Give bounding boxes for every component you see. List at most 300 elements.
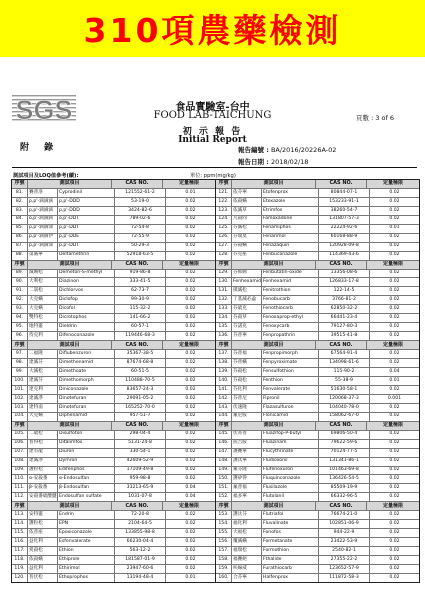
pesticide-name-zh: 芬滅松 <box>231 225 261 233</box>
pesticide-name-en: Fenbuconazole <box>261 252 318 260</box>
cas-number: 79622-59-6 <box>318 440 369 448</box>
loq-value: 0.02 <box>165 511 215 519</box>
table-row <box>216 466 419 475</box>
pesticide-name-zh: 大克螨 <box>27 413 57 421</box>
loq-value: 0.01 <box>165 574 215 582</box>
cas-number: 53-19-0 <box>114 198 165 206</box>
report-type-en: Initial Report <box>178 135 247 145</box>
pesticide-name-en: Formetanate <box>261 538 318 546</box>
loq-value: 0.02 <box>165 305 215 313</box>
table-row <box>216 197 419 206</box>
row-number: 119. <box>14 565 25 571</box>
cas-number: 330-54-1 <box>114 449 165 457</box>
pesticide-name-zh: 依殺螨 <box>27 556 57 564</box>
loq-value: 0.02 <box>369 386 419 394</box>
cas-number: 101463-69-8 <box>318 467 369 475</box>
loq-value: 0.02 <box>165 278 215 286</box>
row-number: 145. <box>218 431 229 437</box>
pesticide-name-zh: 芬普福 <box>231 350 261 358</box>
row-number: 122. <box>218 198 229 204</box>
pesticide-name-zh: 達特南 <box>27 404 57 412</box>
cas-number: 126833-17-8 <box>318 278 369 286</box>
row-number: 110. <box>14 476 25 482</box>
cas-number: 29091-05-2 <box>114 395 165 403</box>
pesticide-name-zh: 芬克座 <box>231 252 261 260</box>
pesticide-name-zh: 護粒松 <box>27 520 57 528</box>
table-row <box>216 322 419 331</box>
loq-value: 0.02 <box>369 278 419 286</box>
pesticide-name-en: EPN <box>57 520 114 528</box>
loq-value: 0.02 <box>165 556 215 564</box>
row-number: 120. <box>14 574 25 580</box>
row-number: 84. <box>15 216 24 222</box>
loq-value: 0.02 <box>369 520 419 528</box>
row-number: 150. <box>218 476 229 482</box>
table-row <box>216 304 419 313</box>
cas-number: 165252-70-0 <box>114 404 165 412</box>
header-cas: CAS NO. <box>111 422 162 430</box>
loq-value: 0.02 <box>165 475 215 483</box>
row-number: 98. <box>15 359 24 365</box>
cas-number: 114369-43-6 <box>318 252 369 260</box>
table-unit: 單位: ppm(mg/kg) <box>190 173 236 179</box>
report-date <box>238 157 308 166</box>
pesticide-name-en: Fenoxycarb <box>261 323 318 331</box>
cas-number: 3424-82-6 <box>114 207 165 215</box>
table-row <box>12 492 215 501</box>
loq-value: 0.02 <box>165 225 215 233</box>
pesticide-name-zh: 大滅松 <box>27 368 57 376</box>
row-number: 157. <box>218 547 229 553</box>
table-row <box>12 439 215 448</box>
pesticide-name-zh: 氟普福 <box>231 484 261 492</box>
cas-number: 52918-63-5 <box>114 252 165 260</box>
table-row <box>216 457 419 466</box>
pesticide-name-en: Flutolanil <box>261 493 318 501</box>
pesticide-name-en: Fthalide <box>261 556 318 564</box>
pesticide-name-en: Dymron <box>57 458 114 466</box>
annex-label: 附 錄 <box>20 143 60 153</box>
cas-number: 141-66-2 <box>114 314 165 322</box>
table-right-half <box>215 180 419 582</box>
lab-name-zh: 食品實驗室-台中 <box>175 102 250 113</box>
pesticide-name-en: Fenpropathrin <box>261 332 318 340</box>
row-number: 107. <box>14 449 25 455</box>
pesticide-name-zh: 氟尼胺 <box>231 413 261 421</box>
loq-value: 0.02 <box>165 350 215 358</box>
row-number: 99. <box>15 368 24 374</box>
loq-value: 0.02 <box>165 449 215 457</box>
pesticide-name-en: p,p'-DDT <box>57 243 114 251</box>
pesticide-name-en: Fenoxaprop-ethyl <box>261 314 318 322</box>
cas-number: 131807-57-3 <box>318 216 369 224</box>
report-number <box>238 145 336 154</box>
row-number: 121. <box>218 189 229 195</box>
header-cas: CAS NO. <box>111 341 162 349</box>
pesticide-name-en: Dicrotophos <box>57 314 114 322</box>
header-no: 序號 <box>14 261 25 268</box>
loq-value: 0.02 <box>165 314 215 322</box>
pesticide-name-en: Dimethoate <box>57 368 114 376</box>
loq-value: 0.02 <box>369 467 419 475</box>
loq-value: 0.02 <box>165 234 215 242</box>
pesticide-name-zh: 丁基滅必蝨 <box>231 296 261 304</box>
loq-value: 0.02 <box>165 404 215 412</box>
cas-number: 85509-19-9 <box>318 484 369 492</box>
pesticide-name-en: α-Endosulfan <box>57 475 114 483</box>
cas-number: 119446-68-3 <box>114 332 165 340</box>
pesticide-name-zh: 撲滅松 <box>231 287 261 295</box>
table-row <box>12 385 215 394</box>
pesticide-name-zh: p,p'-滴滴滴 <box>27 198 57 206</box>
loq-value: 0.02 <box>369 323 419 331</box>
pesticide-name-zh: 依滅草 <box>231 207 261 215</box>
header-item: 測試項目 <box>231 261 315 269</box>
pesticide-name-en: Furathiocarb <box>261 565 318 573</box>
pesticide-name-zh: 依芬寧 <box>231 189 261 197</box>
pesticide-name-en: Flucythrinate <box>261 449 318 457</box>
pesticide-name-zh: 二福隆 <box>27 350 57 358</box>
pesticide-name-zh: 福賽絕 <box>231 556 261 564</box>
table-row <box>216 358 419 367</box>
loq-value: 0.02 <box>369 350 419 358</box>
pesticide-name-zh: p,p'-滴滴滴 <box>27 207 57 215</box>
pesticide-name-en: Ethiprole <box>57 556 114 564</box>
header-item: 測試項目 <box>231 422 315 430</box>
loq-value: 0.02 <box>369 198 419 206</box>
table-row <box>12 224 215 233</box>
header-loq: 定量極限 <box>162 341 215 349</box>
pesticide-table <box>11 179 420 583</box>
loq-value: 0.02 <box>165 207 215 215</box>
cas-number: 17109-49-8 <box>114 467 165 475</box>
pesticide-name-en: Flutriafol <box>261 511 318 519</box>
cas-number: 60-51-5 <box>114 368 165 376</box>
table-row <box>12 286 215 295</box>
cas-number: 115-90-2 <box>318 368 369 376</box>
row-number: 137. <box>218 350 229 356</box>
header-item: 測試項目 <box>231 502 315 510</box>
loq-value: 0.02 <box>369 270 419 278</box>
loq-value: 0.02 <box>165 529 215 537</box>
pesticide-name-zh: 氟芬隆 <box>231 467 261 475</box>
cas-number: 563-12-2 <box>114 547 165 555</box>
loq-value: 0.02 <box>165 431 215 439</box>
table-row <box>12 376 215 385</box>
header-cas: CAS NO. <box>315 422 366 430</box>
banner-title: 310項農藥檢測 <box>83 11 342 50</box>
header-cas: CAS NO. <box>111 180 162 188</box>
table-row <box>216 215 419 224</box>
loq-value: 0.02 <box>369 556 419 564</box>
pesticide-name-en: Diflubenzuron <box>57 350 114 358</box>
pesticide-name-en: Fenhexamid <box>261 278 318 286</box>
loq-value: 0.01 <box>165 189 215 197</box>
table-header-row <box>216 421 419 430</box>
table-row <box>216 277 419 286</box>
header-no: 序號 <box>14 341 25 348</box>
header-item: 測試項目 <box>231 180 315 188</box>
cas-number: 158062-67-0 <box>318 413 369 421</box>
cas-number: 13194-48-4 <box>114 574 165 582</box>
pesticide-name-zh: 滅賜松 <box>27 270 57 278</box>
header-loq: 定量極限 <box>162 422 215 430</box>
pesticide-name-en: Ethion <box>57 547 114 555</box>
cas-number: 70124-77-5 <box>318 449 369 457</box>
table-row <box>12 313 215 322</box>
table-row <box>12 269 215 278</box>
table-header-row <box>12 421 215 430</box>
table-row <box>216 474 419 483</box>
header-no: 序號 <box>218 180 229 187</box>
cas-number: 120068-37-3 <box>318 395 369 403</box>
pesticide-name-zh: 護賽寧 <box>231 449 261 457</box>
table-row <box>12 403 215 412</box>
row-number: 148. <box>218 458 229 464</box>
row-number: 91. <box>15 288 24 294</box>
loq-value: 0.02 <box>369 189 419 197</box>
cas-number: 111872-58-3 <box>318 574 369 582</box>
table-row <box>12 466 215 475</box>
pesticide-name-en: Fluazinam <box>261 440 318 448</box>
cas-number: 72-20-8 <box>114 511 165 519</box>
cas-number: 919-86-8 <box>114 270 165 278</box>
page-number: 頁數 : 3 of 6 <box>356 114 394 122</box>
pesticide-name-en: Fenthion <box>261 377 318 385</box>
table-header-row <box>216 260 419 269</box>
row-number: 138. <box>218 359 229 365</box>
pesticide-name-zh: 大克螨 <box>27 296 57 304</box>
pesticide-name-zh: 大利松 <box>27 278 57 286</box>
pesticide-name-en: Fenarimol <box>261 234 318 242</box>
table-row <box>216 430 419 439</box>
table-left-half <box>12 180 215 582</box>
title-banner <box>0 0 425 57</box>
pesticide-name-zh: 芬殺螨 <box>231 243 261 251</box>
header-item: 測試項目 <box>27 341 111 349</box>
row-number: 85. <box>15 225 24 231</box>
pesticide-name-en: Demeton-S-methyl <box>57 270 114 278</box>
cas-number: 944-22-9 <box>318 529 369 537</box>
header-item: 測試項目 <box>27 502 111 510</box>
cas-number: 50-29-3 <box>114 243 165 251</box>
table-row <box>216 537 419 546</box>
pesticide-name-zh: 福化利 <box>231 520 261 528</box>
row-number: 151. <box>218 485 229 491</box>
row-number: 141. <box>218 386 229 392</box>
row-number: 93. <box>15 306 24 312</box>
loq-value: 0.02 <box>369 404 419 412</box>
loq-value: 0.02 <box>165 332 215 340</box>
row-number: 103. <box>14 404 25 410</box>
pesticide-name-en: Fenothiocarb <box>261 305 318 313</box>
cas-number: 123652-57-9 <box>318 565 369 573</box>
pesticide-name-zh: 呋線威 <box>231 565 261 573</box>
loq-value: 0.02 <box>165 413 215 421</box>
pesticide-name-zh: α-安殺番 <box>27 475 57 483</box>
table-row <box>12 546 215 555</box>
table-row <box>12 304 215 313</box>
cas-number: 39515-41-8 <box>318 332 369 340</box>
row-number: 144. <box>218 413 229 419</box>
cas-number: 131341-86-1 <box>318 458 369 466</box>
pesticide-name-zh: 大克螨 <box>27 305 57 313</box>
table-row <box>216 394 419 403</box>
pesticide-name-en: Endosulfan sulfate <box>57 493 114 501</box>
row-number: 118. <box>14 556 25 562</box>
table-row <box>216 376 419 385</box>
row-number: 90. <box>15 279 24 285</box>
cas-number: 122-14-5 <box>318 287 369 295</box>
cas-number: 67564-91-4 <box>318 350 369 358</box>
pesticide-name-en: Fenpropimorph <box>261 350 318 358</box>
pesticide-name-en: Dinotefuran <box>57 404 114 412</box>
pesticide-name-zh: 芬硫克 <box>231 305 261 313</box>
cas-number: 121552-61-2 <box>114 189 165 197</box>
row-number: 135. <box>218 323 229 329</box>
loq-value: 0.02 <box>369 440 419 448</box>
row-number: 156. <box>218 538 229 544</box>
header-no: 序號 <box>218 422 229 429</box>
table-row <box>216 564 419 573</box>
pesticide-name-en: Flonicamid <box>261 413 318 421</box>
pesticide-name-en: Dimethomorph <box>57 377 114 385</box>
row-number: 97. <box>15 350 24 356</box>
table-row <box>12 555 215 564</box>
table-header-row <box>216 340 419 349</box>
table-row <box>216 439 419 448</box>
pesticide-name-en: Fenobucarb <box>261 296 318 304</box>
header-no: 序號 <box>218 341 229 348</box>
pesticide-name-en: p,p'-DDT <box>57 225 114 233</box>
row-number: 124. <box>218 216 229 222</box>
report-date-value: 2018/02/18 <box>270 158 309 166</box>
table-row <box>12 358 215 367</box>
row-number: 95. <box>15 323 24 329</box>
cas-number: 69806-50-4 <box>318 431 369 439</box>
report-type-zh: 初 示 報 告 <box>182 127 243 137</box>
pesticide-name-en: Diuron <box>57 449 114 457</box>
pesticide-name-en: Ditalimfos <box>57 440 114 448</box>
cas-number: 2540-82-1 <box>318 547 369 555</box>
table-row <box>12 188 215 197</box>
pesticide-name-zh: 芬普尼 <box>231 395 261 403</box>
loq-value: 0.02 <box>165 440 215 448</box>
header-loq: 定量極限 <box>366 261 419 269</box>
cas-number: 134098-61-6 <box>318 359 369 367</box>
pesticide-name-zh: 芬殺草 <box>231 314 261 322</box>
cas-number: 60-57-1 <box>114 323 165 331</box>
row-number: 96. <box>15 332 24 338</box>
cas-number: 38260-54-7 <box>318 207 369 215</box>
row-number: 89. <box>15 270 24 276</box>
row-number: 81. <box>15 189 24 195</box>
table-row <box>12 322 215 331</box>
pesticide-name-zh: 護粒松 <box>27 467 57 475</box>
loq-value: 0.02 <box>369 493 419 501</box>
row-number: 153. <box>218 511 229 517</box>
cas-number: 99-30-9 <box>114 296 165 304</box>
header-cas: CAS NO. <box>111 502 162 510</box>
cas-number: 102851-06-9 <box>318 520 369 528</box>
pesticide-name-zh: 愛殺松 <box>27 547 57 555</box>
pesticide-name-zh: 護汰芬 <box>231 511 261 519</box>
row-number: 158. <box>218 556 229 562</box>
loq-value: 0.02 <box>369 305 419 313</box>
pesticide-name-en: Fenvalerate <box>261 386 318 394</box>
header-item: 測試項目 <box>27 422 111 430</box>
row-number: 108. <box>14 458 25 464</box>
header-item: 測試項目 <box>27 180 111 188</box>
row-number: 128. <box>218 252 229 258</box>
table-caption: 測試項目及LOQ值參考(續): <box>13 173 79 179</box>
pesticide-name-en: Fipronil <box>261 395 318 403</box>
table-row <box>216 331 419 340</box>
row-number: 140. <box>218 377 229 383</box>
cas-number: 333-41-5 <box>114 278 165 286</box>
table-row <box>12 564 215 573</box>
row-number: 126. <box>218 234 229 240</box>
table-row <box>216 251 419 260</box>
pesticide-name-zh: p,p'-滴滴伊 <box>27 234 57 242</box>
pesticide-name-zh: p,p'-滴滴涕 <box>27 225 57 233</box>
pesticide-name-zh: 護矽得 <box>231 475 261 483</box>
row-number: 142. <box>218 395 229 401</box>
cas-number: 181587-01-9 <box>114 556 165 564</box>
loq-value: 0.02 <box>165 386 215 394</box>
pesticide-name-en: p,p'-DDD <box>57 198 114 206</box>
table-row <box>12 197 215 206</box>
pesticide-name-en: Dieldrin <box>57 323 114 331</box>
cas-number: 66441-23-4 <box>318 314 369 322</box>
pesticide-name-zh: 第滅寧 <box>27 252 57 260</box>
cas-number: 120928-09-8 <box>318 243 369 251</box>
table-row <box>12 537 215 546</box>
header-loq: 定量極限 <box>366 422 419 430</box>
pesticide-name-en: Etoxazole <box>261 198 318 206</box>
row-number: 88. <box>15 252 24 258</box>
pesticide-name-zh: 芬佈賜 <box>231 270 261 278</box>
pesticide-name-zh: 待克利 <box>27 332 57 340</box>
row-number: 130. <box>218 279 229 285</box>
header-cas: CAS NO. <box>315 502 366 510</box>
cas-number: 2104-64-5 <box>114 520 165 528</box>
pesticide-name-zh: 二氯松 <box>27 287 57 295</box>
table-row <box>216 224 419 233</box>
pesticide-name-en: Difenoconazole <box>57 332 114 340</box>
cas-number: 959-98-8 <box>114 475 165 483</box>
cas-number: 60168-88-9 <box>318 234 369 242</box>
cas-number: 13356-08-6 <box>318 270 369 278</box>
loq-value: 0.02 <box>369 458 419 466</box>
row-number: 125. <box>218 225 229 231</box>
pesticide-name-en: Etrimfos <box>261 207 318 215</box>
table-row <box>216 295 419 304</box>
pesticide-name-zh: 益化利 <box>27 565 57 573</box>
loq-value: 0.02 <box>165 287 215 295</box>
row-number: 160. <box>218 574 229 580</box>
loq-value: 0.02 <box>369 431 419 439</box>
cas-number: 79127-80-3 <box>318 323 369 331</box>
cas-number: 35367-38-5 <box>114 350 165 358</box>
cas-number: 3766-81-2 <box>318 296 369 304</box>
cas-number: 33213-65-9 <box>114 484 165 492</box>
pesticide-name-en: Ethirimol <box>57 565 114 573</box>
loq-value: 0.02 <box>369 243 419 251</box>
header-loq: 定量極限 <box>162 261 215 269</box>
pesticide-name-zh: 達有龍 <box>27 449 57 457</box>
table-row <box>12 349 215 358</box>
